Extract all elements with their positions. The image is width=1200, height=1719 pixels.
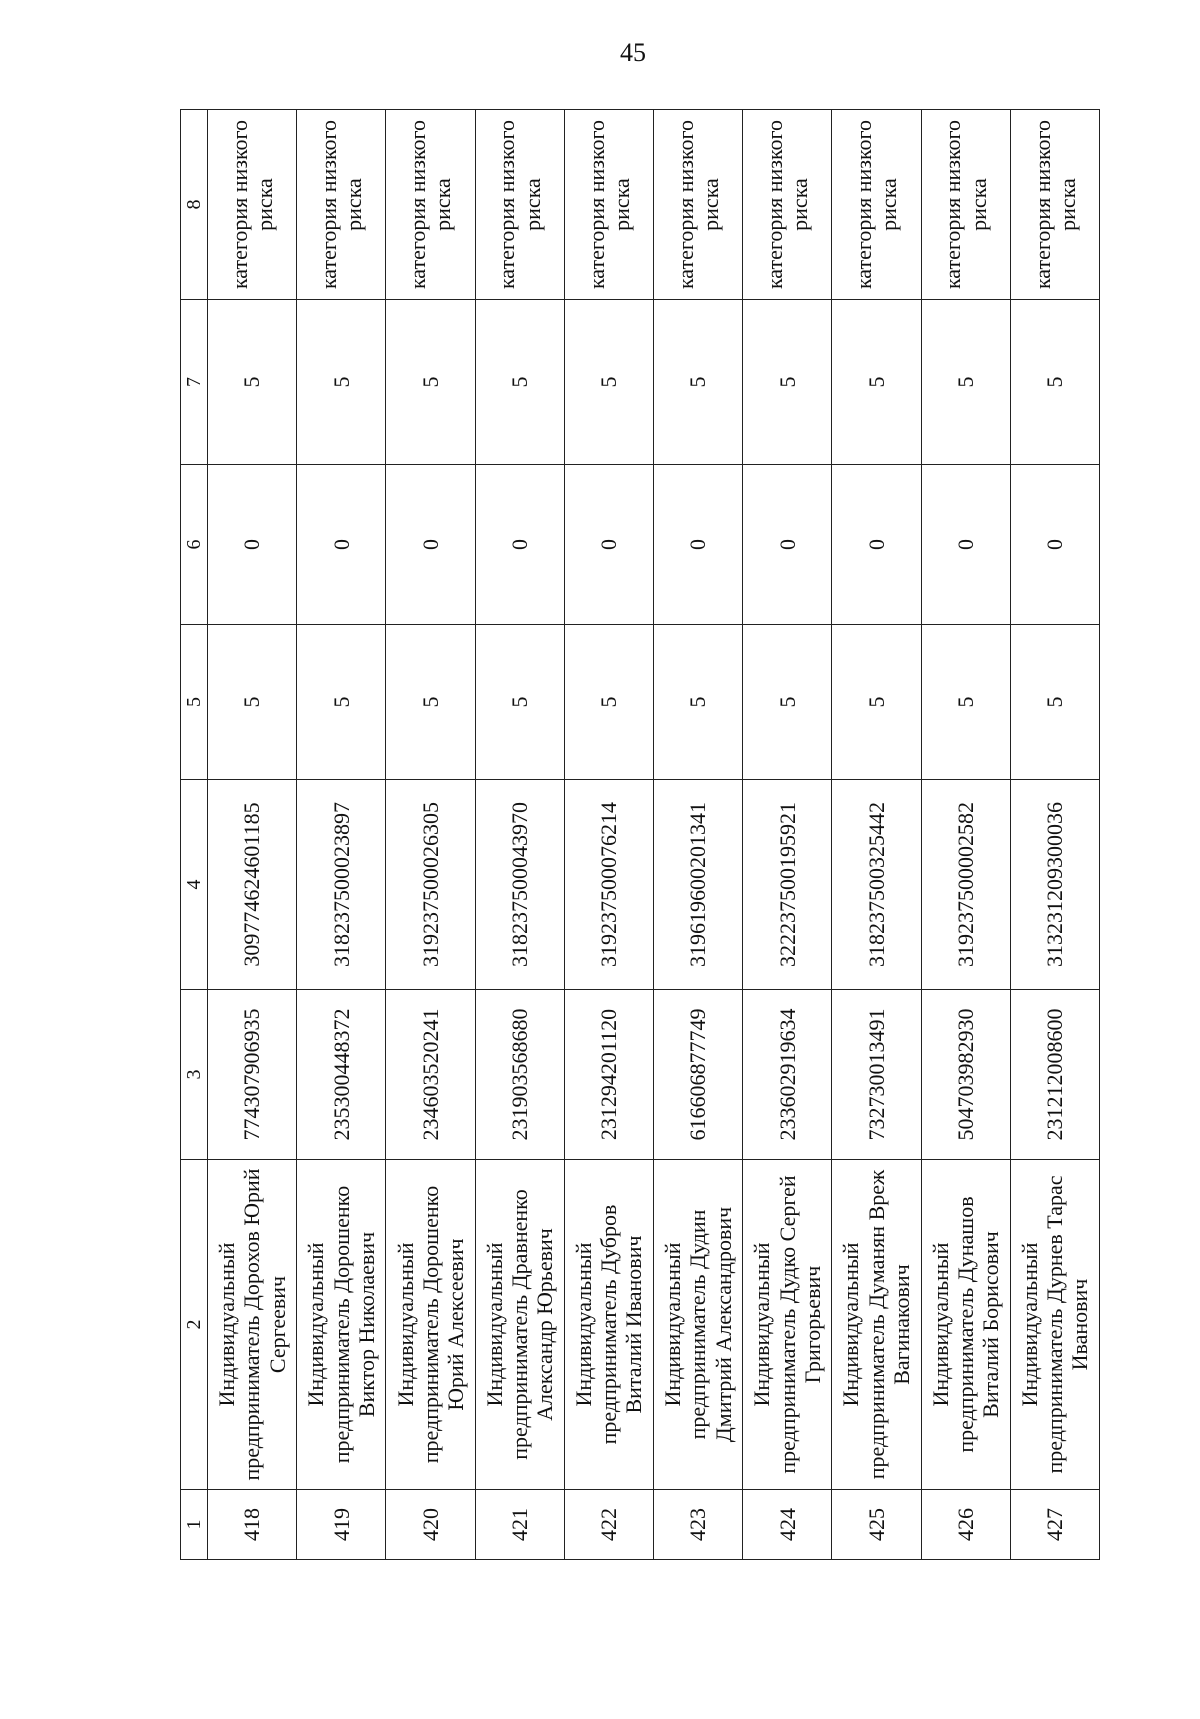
cell-row-number: 418 [208, 1490, 297, 1560]
cell-inn: 235300448372 [297, 990, 386, 1160]
cell-inn: 616606877749 [653, 990, 742, 1160]
cell-value-6: 0 [297, 465, 386, 625]
cell-value-5: 5 [386, 625, 475, 780]
cell-value-7: 5 [832, 300, 921, 465]
cell-value-6: 0 [564, 465, 653, 625]
cell-entrepreneur-name: Индивидуальный предприниматель Дунашов Виталий Борисович [921, 1160, 1010, 1490]
page-number: 45 [620, 38, 646, 67]
cell-entrepreneur-name: Индивидуальный предприниматель Дубров Виталий Иванович [564, 1160, 653, 1490]
column-header-5: 5 [181, 625, 208, 780]
cell-value-7: 5 [921, 300, 1010, 465]
cell-row-number: 425 [832, 1490, 921, 1560]
cell-entrepreneur-name: Индивидуальный предприниматель Дудко Сергей Григорьевич [743, 1160, 832, 1490]
cell-entrepreneur-name: Индивидуальный предприниматель Дравненко Александр Юрьевич [475, 1160, 564, 1490]
cell-risk-category: категория низкого риска [921, 110, 1010, 300]
cell-value-6: 0 [208, 465, 297, 625]
table-row [297, 110, 386, 1560]
cell-row-number: 419 [297, 1490, 386, 1560]
column-header-3: 3 [181, 990, 208, 1160]
table-row [564, 110, 653, 1560]
cell-risk-category: категория низкого риска [1010, 110, 1099, 300]
cell-value-7: 5 [564, 300, 653, 465]
cell-ogrnip: 318237500023897 [297, 780, 386, 990]
column-header-2: 2 [181, 1160, 208, 1490]
cell-inn: 774307906935 [208, 990, 297, 1160]
table-row [1010, 110, 1099, 1560]
cell-ogrnip: 309774624601185 [208, 780, 297, 990]
header-row [181, 110, 208, 1560]
cell-value-6: 0 [921, 465, 1010, 625]
cell-row-number: 424 [743, 1490, 832, 1560]
cell-entrepreneur-name: Индивидуальный предприниматель Дорошенко Юрий Алексеевич [386, 1160, 475, 1490]
cell-entrepreneur-name: Индивидуальный предприниматель Дорохов Юрий Сергеевич [208, 1160, 297, 1490]
cell-value-5: 5 [475, 625, 564, 780]
table-row [475, 110, 564, 1560]
cell-row-number: 427 [1010, 1490, 1099, 1560]
cell-ogrnip: 319237500002582 [921, 780, 1010, 990]
cell-value-5: 5 [208, 625, 297, 780]
cell-risk-category: категория низкого риска [832, 110, 921, 300]
cell-row-number: 421 [475, 1490, 564, 1560]
column-header-7: 7 [181, 300, 208, 465]
registry-table [180, 109, 1100, 1560]
cell-inn: 504703982930 [921, 990, 1010, 1160]
cell-value-7: 5 [208, 300, 297, 465]
cell-value-6: 0 [653, 465, 742, 625]
cell-row-number: 423 [653, 1490, 742, 1560]
cell-value-7: 5 [1010, 300, 1099, 465]
cell-value-5: 5 [743, 625, 832, 780]
cell-row-number: 422 [564, 1490, 653, 1560]
table-row [653, 110, 742, 1560]
cell-risk-category: категория низкого риска [297, 110, 386, 300]
cell-risk-category: категория низкого риска [208, 110, 297, 300]
cell-inn: 231294201120 [564, 990, 653, 1160]
cell-risk-category: категория низкого риска [475, 110, 564, 300]
cell-inn: 233602919634 [743, 990, 832, 1160]
cell-value-6: 0 [832, 465, 921, 625]
table-row [743, 110, 832, 1560]
table-row [832, 110, 921, 1560]
column-header-8: 8 [181, 110, 208, 300]
cell-value-7: 5 [475, 300, 564, 465]
cell-value-5: 5 [921, 625, 1010, 780]
cell-risk-category: категория низкого риска [653, 110, 742, 300]
cell-inn: 234603520241 [386, 990, 475, 1160]
cell-entrepreneur-name: Индивидуальный предприниматель Думанян Вреж Вагинакович [832, 1160, 921, 1490]
cell-value-7: 5 [297, 300, 386, 465]
column-header-6: 6 [181, 465, 208, 625]
column-header-4: 4 [181, 780, 208, 990]
cell-entrepreneur-name: Индивидуальный предприниматель Дудин Дмитрий Александрович [653, 1160, 742, 1490]
cell-value-6: 0 [475, 465, 564, 625]
cell-inn: 732730013491 [832, 990, 921, 1160]
cell-ogrnip: 322237500195921 [743, 780, 832, 990]
column-header-1: 1 [181, 1490, 208, 1560]
cell-inn: 231903568680 [475, 990, 564, 1160]
cell-value-6: 0 [1010, 465, 1099, 625]
cell-ogrnip: 319237500026305 [386, 780, 475, 990]
cell-value-6: 0 [743, 465, 832, 625]
cell-ogrnip: 313231209300036 [1010, 780, 1099, 990]
cell-entrepreneur-name: Индивидуальный предприниматель Дурнев Тарас Иванович [1010, 1160, 1099, 1490]
table-header [181, 110, 208, 1560]
cell-risk-category: категория низкого риска [564, 110, 653, 300]
cell-ogrnip: 319619600201341 [653, 780, 742, 990]
table-body [208, 110, 1100, 1560]
table-row [386, 110, 475, 1560]
table-row [208, 110, 297, 1560]
cell-value-5: 5 [832, 625, 921, 780]
cell-row-number: 420 [386, 1490, 475, 1560]
cell-risk-category: категория низкого риска [386, 110, 475, 300]
cell-ogrnip: 318237500325442 [832, 780, 921, 990]
cell-risk-category: категория низкого риска [743, 110, 832, 300]
cell-value-5: 5 [297, 625, 386, 780]
cell-entrepreneur-name: Индивидуальный предприниматель Дорошенко Виктор Николаевич [297, 1160, 386, 1490]
cell-value-7: 5 [386, 300, 475, 465]
cell-row-number: 426 [921, 1490, 1010, 1560]
cell-value-7: 5 [653, 300, 742, 465]
cell-ogrnip: 319237500076214 [564, 780, 653, 990]
cell-value-5: 5 [564, 625, 653, 780]
cell-value-7: 5 [743, 300, 832, 465]
rotated-table-container [180, 110, 1100, 1560]
cell-value-6: 0 [386, 465, 475, 625]
table-row [921, 110, 1010, 1560]
cell-value-5: 5 [1010, 625, 1099, 780]
cell-ogrnip: 318237500043970 [475, 780, 564, 990]
cell-value-5: 5 [653, 625, 742, 780]
cell-inn: 231212008600 [1010, 990, 1099, 1160]
